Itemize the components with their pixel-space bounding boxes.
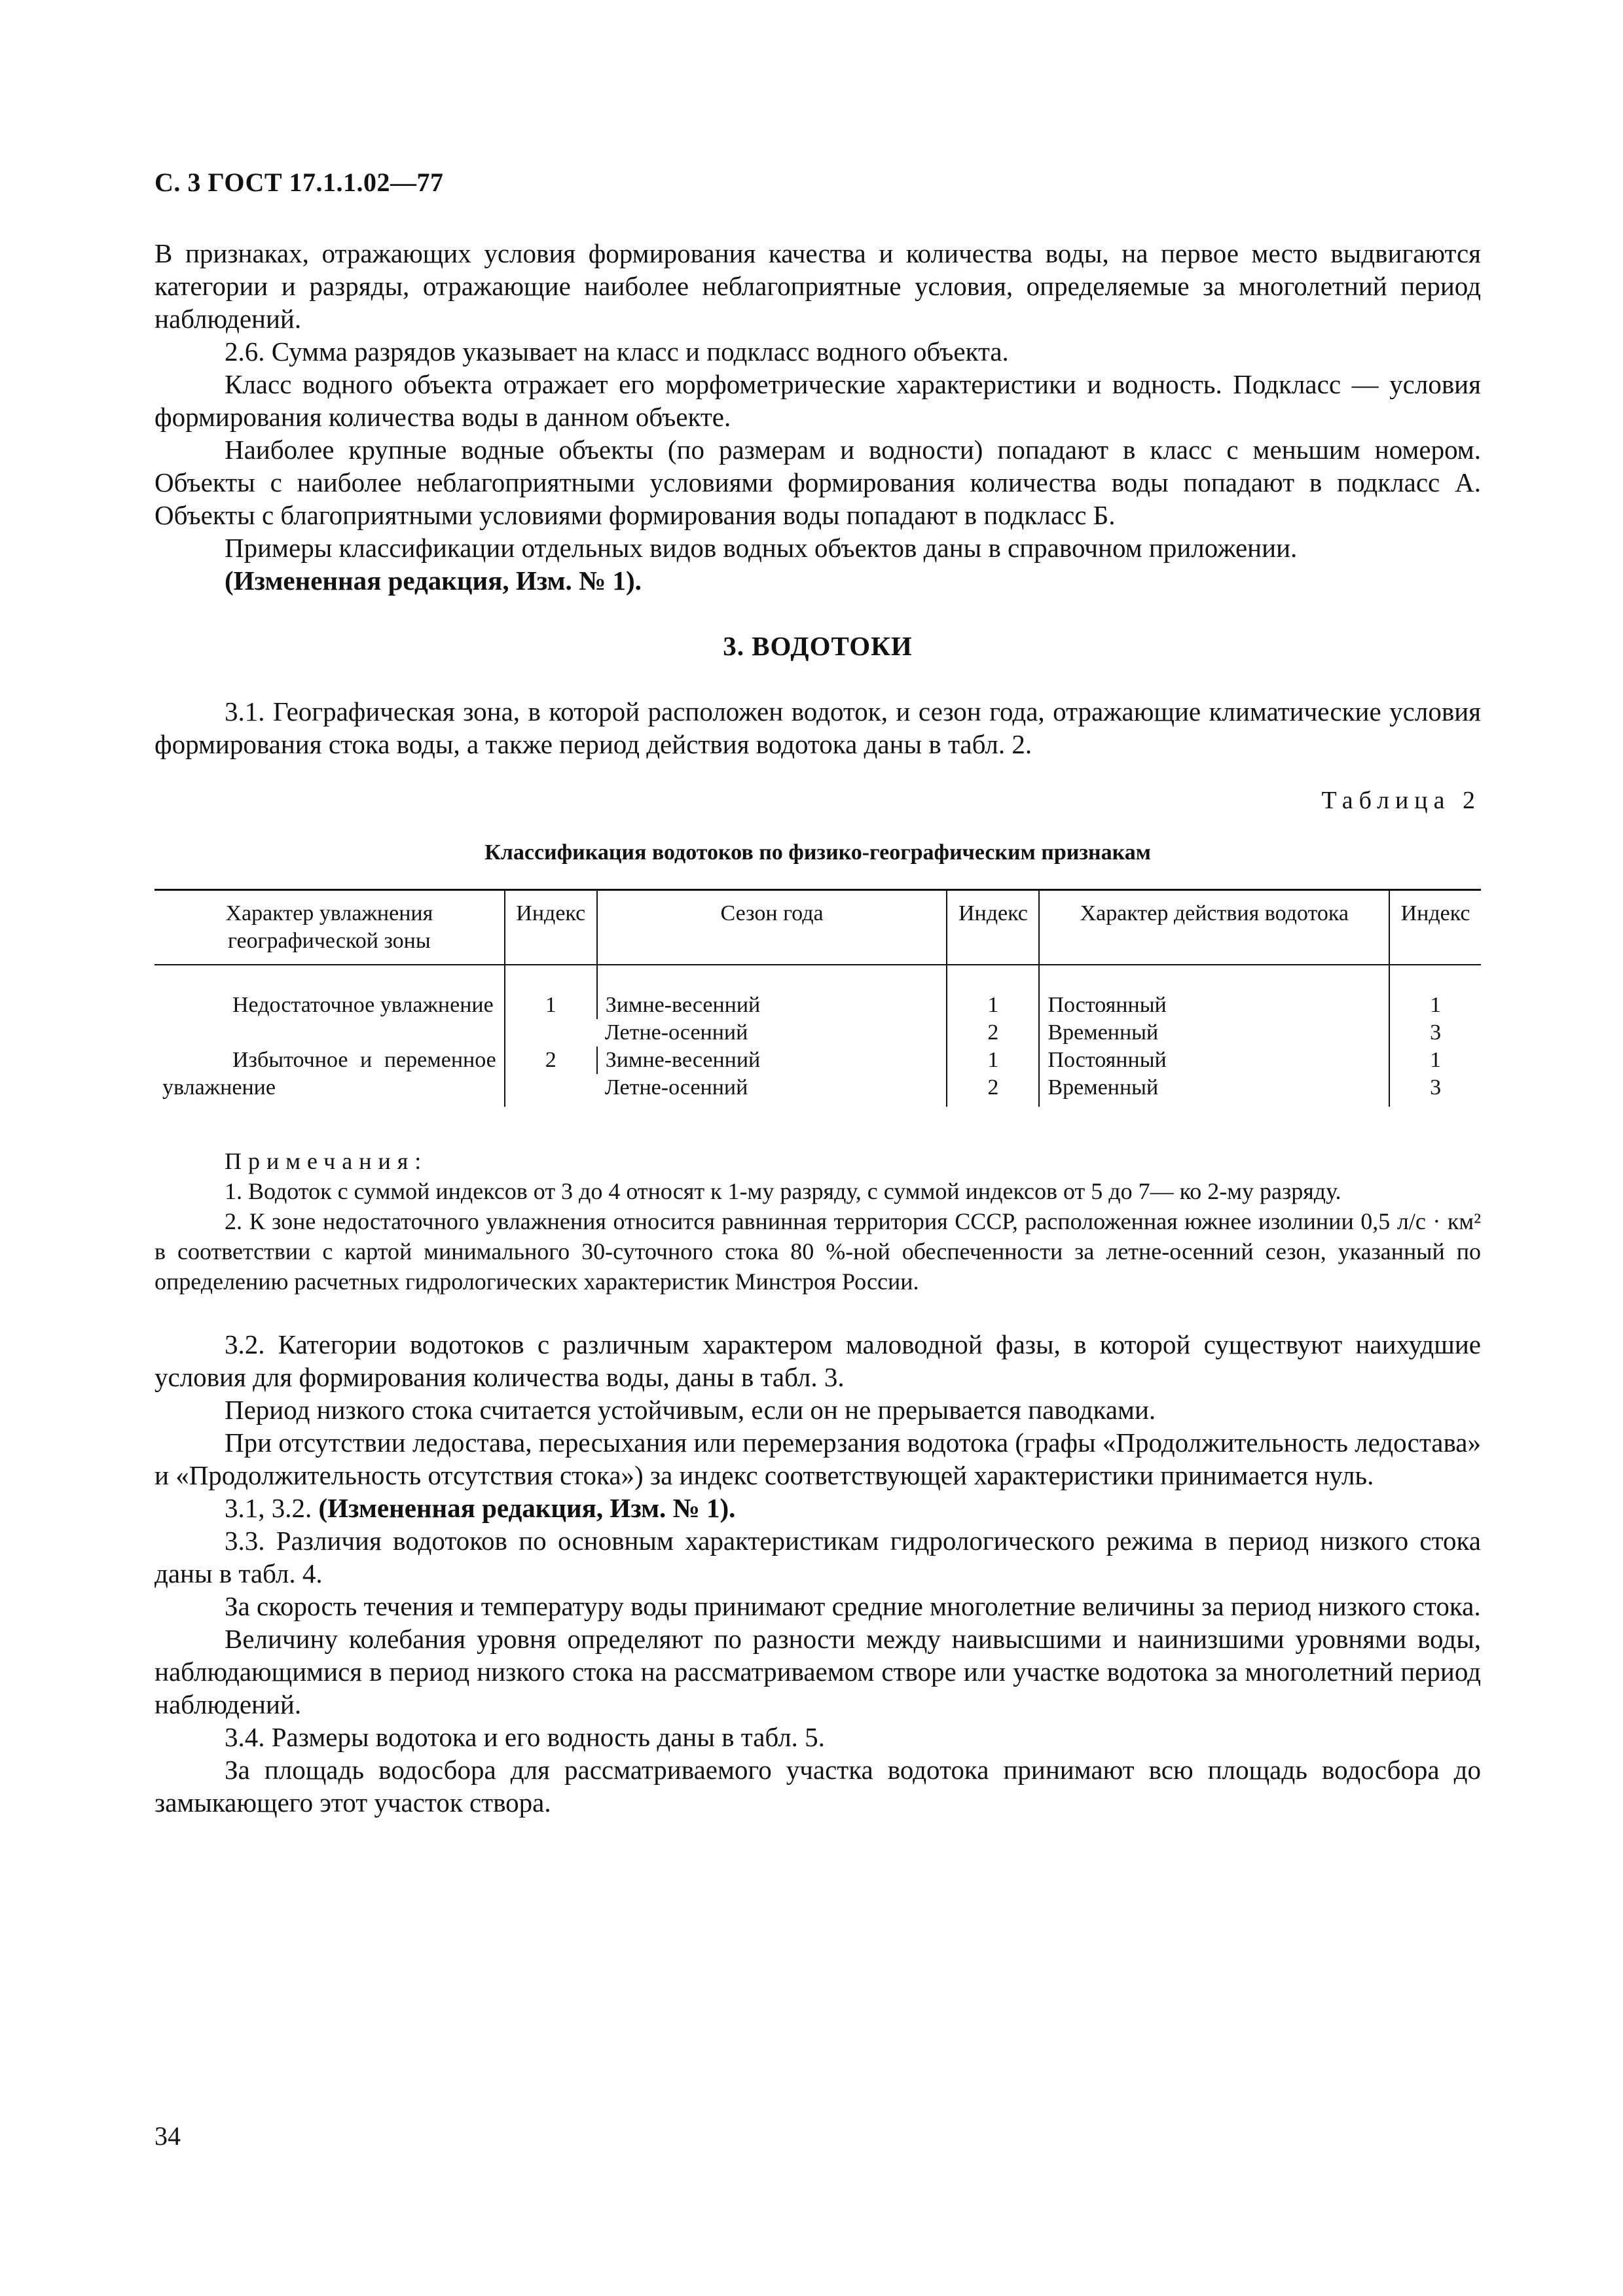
- column-header: Индекс: [1389, 890, 1481, 965]
- season-cell: Летне-осенний: [604, 1020, 748, 1045]
- zone-cell: Избыточное и переменное увлажнение: [162, 1048, 496, 1100]
- paragraph: 3.3. Различия водотоков по основным характеристикам гидрологического режима в период низкого стока даны в табл. 4.: [155, 1526, 1481, 1588]
- page-body: [155, 237, 1481, 1819]
- column-header: Сезон года: [597, 890, 947, 965]
- season-cell: Зимне-весенний: [597, 1047, 947, 1074]
- page-number: 34: [155, 2121, 181, 2151]
- column-header: Индекс: [505, 890, 597, 965]
- paragraph: В признаках, отражающих условия формирования качества и количества воды, на первое место выдвигаются категории и разряды, отражающие наиболее неблагоприятные условия, определяемые за многолетний период наблюдений.: [155, 238, 1481, 334]
- index-cell: 1: [1389, 965, 1481, 1019]
- paragraph: 2.6. Сумма разрядов указывает на класс и подкласс водного объекта.: [225, 336, 1009, 367]
- action-cell: Временный: [1039, 1074, 1389, 1107]
- season-cell: Летне-осенний: [604, 1075, 748, 1100]
- zone-cell: Недостаточное увлажнение: [232, 993, 494, 1017]
- paragraph: Период низкого стока считается устойчивым, если он не прерывается паводками.: [225, 1395, 1156, 1425]
- paragraph: Класс водного объекта отражает его морфометрические характеристики и водность. Подкласс — условия формирования количества воды в данном объекте.: [155, 369, 1481, 432]
- table-row: [155, 965, 1481, 1019]
- index-cell: 2: [505, 1047, 597, 1107]
- section-body: [155, 1328, 1481, 1819]
- note-item: 2. К зоне недостаточного увлажнения относится равнинная территория СССР, расположенная южнее изолинии 0,5 л/с · км² в соответствии с картой минимального 30-суточного стока 80 %-ной обеспеченности за летне-осенний сезон, указанный по определению расчетных гидрологических характеристик Минстроя России.: [155, 1208, 1481, 1295]
- index-cell: 1: [947, 965, 1039, 1019]
- amendment-note: (Измененная редакция, Изм. № 1).: [225, 565, 642, 596]
- amendment-prefix: 3.1, 3.2.: [225, 1493, 319, 1523]
- column-header: Индекс: [947, 890, 1039, 965]
- classification-table: [155, 889, 1481, 1107]
- action-cell: Временный: [1039, 1019, 1389, 1047]
- amendment-note: (Измененная редакция, Изм. № 1).: [318, 1493, 736, 1523]
- table-header-row: [155, 890, 1481, 965]
- section-title: 3. ВОДОТОКИ: [723, 631, 913, 661]
- paragraph: 3.4. Размеры водотока и его водность даны в табл. 5.: [225, 1722, 825, 1752]
- amendment-line: [155, 1492, 1481, 1524]
- table-label: Таблица 2: [1321, 787, 1481, 814]
- column-header: Характер увлажнения географической зоны: [155, 890, 505, 965]
- paragraph: Величину колебания уровня определяют по разности между наивысшими и наинизшими уровнями воды, наблюдающимися в период низкого стока на рассматриваемом створе или участке водотока за многолетний период наблюдений.: [155, 1624, 1481, 1719]
- paragraph: Примеры классификации отдельных видов водных объектов даны в справочном приложении.: [225, 533, 1298, 563]
- table-row: [155, 1047, 1481, 1074]
- paragraph: 3.1. Географическая зона, в которой расположен водоток, и сезон года, отражающие климатические условия формирования стока воды, а также период действия водотока даны в табл. 2.: [155, 696, 1481, 759]
- index-cell: 3: [1389, 1074, 1481, 1107]
- paragraph: За скорость течения и температуру воды принимают средние многолетние величины за период низкого стока.: [225, 1591, 1481, 1621]
- action-cell: Постоянный: [1039, 1047, 1389, 1074]
- index-cell: 1: [505, 965, 597, 1047]
- index-cell: 2: [947, 1019, 1039, 1047]
- paragraph: За площадь водосбора для рассматриваемого участка водотока принимают всю площадь водосбора до замыкающего этот участок створа.: [155, 1755, 1481, 1818]
- index-cell: 1: [1389, 1047, 1481, 1074]
- index-cell: 2: [947, 1074, 1039, 1107]
- notes-label: Примечания:: [225, 1148, 428, 1174]
- paragraph: 3.2. Категории водотоков с различным характером маловодной фазы, в которой существуют наихудшие условия для формирования количества воды, даны в табл. 3.: [155, 1329, 1481, 1392]
- page-header: С. 3 ГОСТ 17.1.1.02—77: [155, 168, 444, 197]
- index-cell: 3: [1389, 1019, 1481, 1047]
- paragraph: Наиболее крупные водные объекты (по размерам и водности) попадают в класс с меньшим номером. Объекты с наиболее неблагоприятными условиями формирования количества воды попадают в подкласс А. Объекты с благоприятными условиями формирования воды попадают в подкласс Б.: [155, 435, 1481, 530]
- table-title: Классификация водотоков по физико-географическим признакам: [484, 840, 1151, 865]
- index-cell: 1: [947, 1047, 1039, 1074]
- note-item: 1. Водоток с суммой индексов от 3 до 4 относят к 1-му разряду, с суммой индексов от 5 до 7— ко 2-му разряду.: [225, 1178, 1341, 1204]
- table-notes: [155, 1146, 1481, 1297]
- season-cell: Зимне-весенний: [597, 965, 947, 1019]
- action-cell: Постоянный: [1039, 965, 1389, 1019]
- paragraph: При отсутствии ледостава, пересыхания или перемерзания водотока (графы «Продолжительность ледостава» и «Продолжительность отсутствия стока») за индекс соответствующей характеристики принимается нуль.: [155, 1427, 1481, 1490]
- column-header: Характер действия водотока: [1039, 890, 1389, 965]
